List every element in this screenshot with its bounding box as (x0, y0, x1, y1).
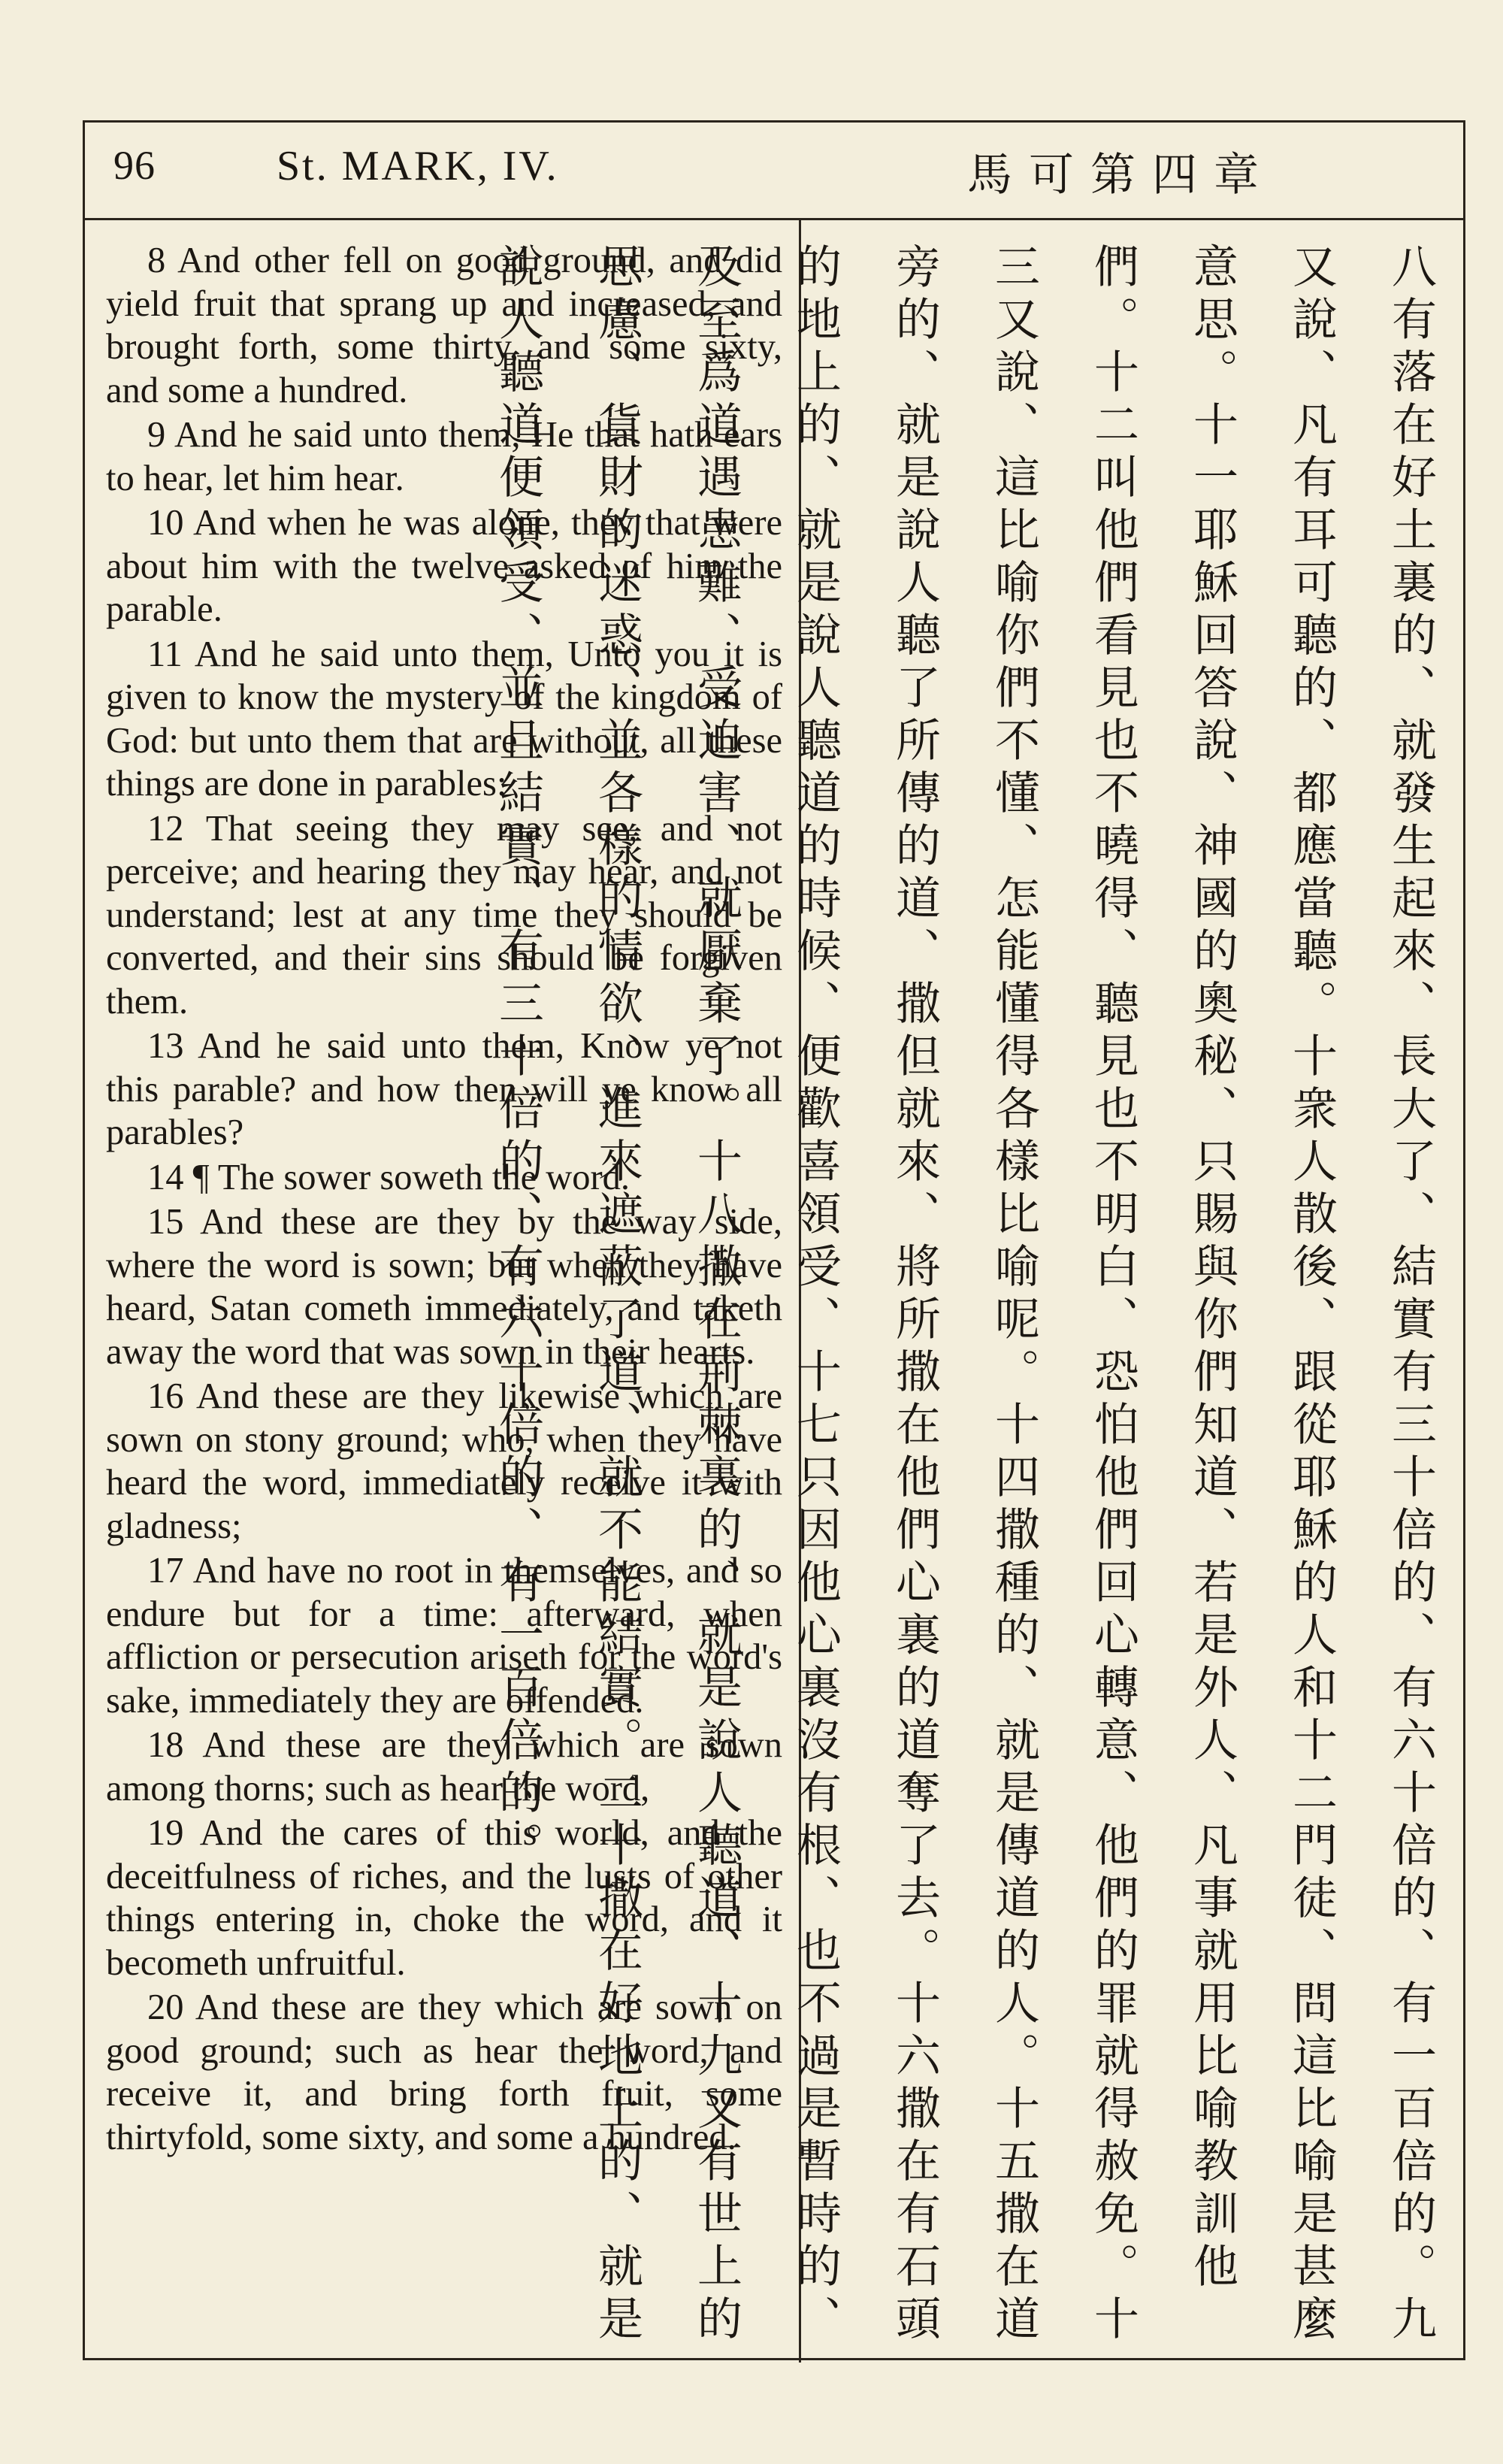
page-frame (83, 120, 1465, 2360)
verse-15: 15 And these are they by the way side, where the word is sown; but when they have heard, Satan cometh immediately, and taketh away the word that was sown in their hearts. (106, 1202, 782, 1372)
verse-14: 14 ¶ The sower soweth the word. (147, 1157, 631, 1197)
running-title-chinese: 馬可第四章 (967, 149, 1275, 201)
verse-10: 10 And when he was alone, they that were about him with the twelve asked of him the parable. (106, 503, 782, 629)
verse-20: 20 And these are they which are sown on good ground; such as hear the word, and receive it, and bring forth fruit, some thirtyfold, some sixty, and some a hundred. (106, 1987, 782, 2157)
verse-12: 12 That seeing they may see, and not perceive; and hearing they may hear, and not understand; lest at any time they should be converted, and their sins should be forgiven them. (106, 808, 782, 1022)
chinese-column: 八有落在好土裏的、就發生起來、長大了、結實有三十倍的、有六十倍的、有一百倍的。九又說、凡有耳可聽的、都應當聽。十衆人散後、跟從耶穌的人和十二門徒、問這比喻是甚麼意思。十一耶穌回答說、神國的奧秘、只賜與你們知道、若是外人、凡事就用比喻教訓他們。十二叫他們看見也不曉得、聽見也不明白、恐怕他們回心轉意、他們的罪就得赦免。十三又說、這比喻你們不懂、怎能懂得各樣比喻呢。十四撒種的、就是傳道的人。十五撒在道旁的、就是說人聽了所傳的道、撒但就來、將所撒在他們心裏的道奪了去。十六撒在有石頭的地上的、就是說人聽道的時候、便歡喜領受、十七只因他心裏沒有根、也不過是暫時的、及至爲道遇患難、受迫害、就厭棄了。十八撒在荊棘裏的、就是說人聽道、十九又有世上的思慮、貨財的迷惑、並各樣的情欲、進來遮蔽了道、就不能結實。二十撒在好地上的、就是說人聽道便領受、並且結實、有三十倍的、有六十倍的、有一百倍的。 (491, 243, 1437, 2347)
page-header (85, 123, 1463, 220)
verse-16: 16 And these are they likewise which are sown on stony ground; who, when they have heard the word, immediately receive it with gladness; (106, 1376, 782, 1546)
verse-13: 13 And he said unto them, Know ye not this parable? and how then will ye know all parables? (106, 1026, 782, 1152)
verse-8: 8 And other fell on good ground, and did yield fruit that sprang up and increased, and brought forth, some thirty, and some sixty, and some a hundred. (106, 241, 782, 410)
verse-17: 17 And have no root in themselves, and so endure but for a time: afterward, when affliction or persecution ariseth for the word's sake, immediately they are offended. (106, 1551, 782, 1721)
verse-9: 9 And he said unto them, He that hath ears to hear, let him hear. (106, 415, 782, 498)
running-title-english: St. MARK, IV. (277, 143, 559, 189)
verse-19: 19 And the cares of this world, and the deceitfulness of riches, and the lusts of other things entering in, choke the word, and it becometh unfruitful. (106, 1813, 782, 1983)
verse-18: 18 And these are they which are sown among thorns; such as hear the word, (106, 1725, 782, 1809)
verse-11: 11 And he said unto them, Unto you it is given to know the mystery of the kingdom of God: but unto them that are without, all these things are done in parables: (106, 634, 782, 804)
page-number: 96 (113, 143, 156, 188)
